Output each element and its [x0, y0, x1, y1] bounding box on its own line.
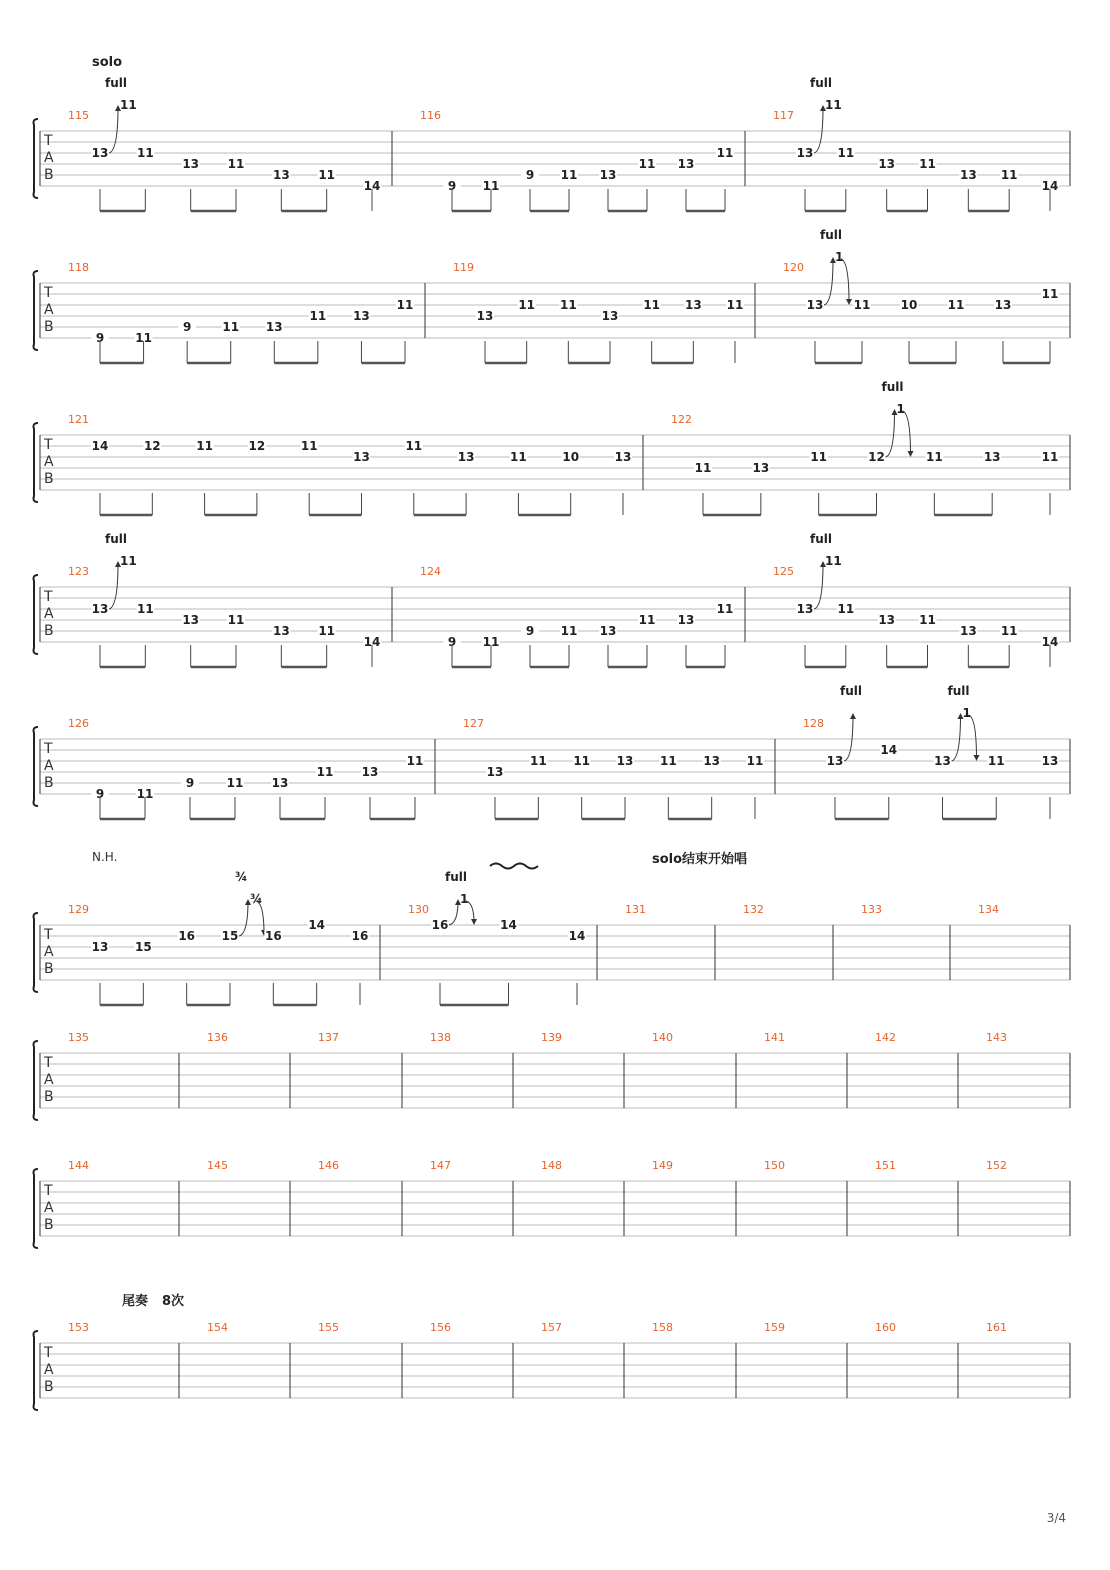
tab-clef-letter: A — [44, 1362, 54, 1378]
fret-number: 14 — [1041, 635, 1059, 649]
measure-number: 144 — [68, 1159, 89, 1172]
bend-amount-label: full — [105, 76, 127, 90]
fret-number: 14 — [308, 918, 326, 932]
bend-curve — [814, 563, 823, 609]
fret-number: 10 — [562, 450, 580, 464]
fret-number: 14 — [1041, 179, 1059, 193]
release-curve — [969, 715, 977, 759]
tab-clef-letter: B — [44, 1089, 54, 1105]
fret-number: 13 — [91, 602, 109, 616]
measure-number: 141 — [764, 1031, 785, 1044]
system-bracket — [34, 727, 39, 806]
bend-amount-label: full — [820, 228, 842, 242]
fret-number: 11 — [396, 298, 414, 312]
fret-number: 11 — [919, 613, 936, 627]
fret-number: 16 — [178, 929, 196, 943]
fret-number: 9 — [185, 776, 195, 790]
fret-number: 13 — [265, 320, 283, 334]
fret-number: 13 — [599, 624, 617, 638]
tab-clef-letter: A — [44, 454, 54, 470]
measure-number: 126 — [68, 717, 89, 730]
fret-number: 13 — [601, 309, 619, 323]
bend-amount-label: full — [105, 532, 127, 546]
outro-count: 8次 — [162, 1294, 185, 1309]
fret-number: 13 — [272, 624, 290, 638]
fret-number: 14 — [568, 929, 586, 943]
measure-number: 121 — [68, 413, 89, 426]
measure-number: 153 — [68, 1321, 89, 1334]
fret-number: 14 — [500, 918, 517, 932]
fret-number: 11 — [309, 309, 327, 323]
fret-number: 11 — [837, 146, 855, 160]
fret-number: 13 — [684, 298, 702, 312]
fret-number: 11 — [1000, 168, 1018, 182]
fret-number: 11 — [318, 168, 336, 182]
fret-number: 13 — [677, 613, 695, 627]
measure-number: 135 — [68, 1031, 89, 1044]
system-bracket — [34, 575, 39, 654]
tab-clef-letter: T — [44, 1345, 53, 1361]
fret-number: 9 — [525, 624, 535, 638]
tab-clef-letter: A — [44, 944, 54, 960]
fret-number: 13 — [182, 613, 200, 627]
fret-number: 16 — [264, 929, 282, 943]
fret-number: 13 — [994, 298, 1012, 312]
bend-target-value: 11 — [120, 554, 137, 568]
fret-number: 14 — [363, 635, 381, 649]
measure-number: 154 — [207, 1321, 228, 1334]
fret-number: 11 — [573, 754, 591, 768]
measure-number: 128 — [803, 717, 824, 730]
measure-number: 117 — [773, 109, 794, 122]
measure-number: 137 — [318, 1031, 339, 1044]
fret-number: 13 — [1041, 754, 1059, 768]
tab-clef-letter: A — [44, 1200, 54, 1216]
fret-number: 12 — [143, 439, 161, 453]
release-curve — [841, 259, 849, 303]
fret-number: 11 — [746, 754, 764, 768]
page-number: 3/4 — [1046, 1511, 1066, 1525]
system-bracket — [34, 1169, 39, 1248]
tab-clef-letter: B — [44, 775, 54, 791]
vibrato-mark — [490, 864, 538, 869]
release-curve — [903, 411, 911, 455]
fret-number: 11 — [226, 776, 244, 790]
system-bracket — [34, 423, 39, 502]
bend-target-value: 11 — [825, 554, 842, 568]
fret-number: 11 — [300, 439, 318, 453]
measure-number: 118 — [68, 261, 89, 274]
measure-number: 124 — [420, 565, 441, 578]
fret-number: 13 — [91, 146, 109, 160]
measure-number: 120 — [783, 261, 804, 274]
fret-number: 13 — [361, 765, 379, 779]
measure-number: 132 — [743, 903, 764, 916]
bend-target-value: 11 — [825, 98, 842, 112]
tab-clef-letter: B — [44, 623, 54, 639]
tab-clef-letter: B — [44, 1379, 54, 1395]
fret-number: 11 — [222, 320, 240, 334]
fret-number: 13 — [271, 776, 289, 790]
measure-number: 161 — [986, 1321, 1007, 1334]
measure-number: 139 — [541, 1031, 562, 1044]
fret-number: 13 — [599, 168, 617, 182]
fret-number: 13 — [486, 765, 504, 779]
measure-number: 147 — [430, 1159, 451, 1172]
solo-label: solo — [92, 55, 123, 70]
fret-number: 13 — [796, 602, 814, 616]
bend-amount-label: full — [840, 684, 862, 698]
measure-number: 159 — [764, 1321, 785, 1334]
measure-number: 146 — [318, 1159, 339, 1172]
fret-number: 13 — [476, 309, 494, 323]
fret-number: 11 — [135, 331, 152, 345]
outro-label: 尾奏 — [122, 1294, 149, 1309]
tab-clef-letter: T — [44, 437, 53, 453]
tab-clef-letter: A — [44, 150, 54, 166]
fret-number: 11 — [406, 754, 424, 768]
tab-clef-letter: B — [44, 471, 54, 487]
measure-number: 142 — [875, 1031, 896, 1044]
fret-number: 13 — [353, 450, 370, 464]
bend-curve — [109, 563, 118, 609]
fret-number: 13 — [182, 157, 200, 171]
measure-number: 160 — [875, 1321, 896, 1334]
measure-number: 145 — [207, 1159, 228, 1172]
fret-number: 12 — [248, 439, 266, 453]
fret-number: 11 — [947, 298, 965, 312]
fret-number: 13 — [983, 450, 1001, 464]
fret-number: 13 — [272, 168, 290, 182]
tab-clef-letter: A — [44, 606, 54, 622]
tab-clef-letter: T — [44, 1183, 53, 1199]
measure-number: 130 — [408, 903, 429, 916]
fret-number: 13 — [806, 298, 824, 312]
system-bracket — [34, 271, 39, 350]
fret-number: 13 — [677, 157, 695, 171]
fret-number: 11 — [925, 450, 943, 464]
fret-number: 11 — [482, 179, 500, 193]
measure-number: 123 — [68, 565, 89, 578]
measure-number: 148 — [541, 1159, 562, 1172]
measure-number: 127 — [463, 717, 484, 730]
fret-number: 11 — [136, 602, 154, 616]
measure-number: 152 — [986, 1159, 1007, 1172]
measure-number: 155 — [318, 1321, 339, 1334]
fret-number: 11 — [638, 613, 656, 627]
fret-number: 9 — [95, 787, 105, 801]
fret-number: 9 — [447, 179, 457, 193]
measure-number: 125 — [773, 565, 794, 578]
measure-number: 151 — [875, 1159, 896, 1172]
fret-number: 13 — [703, 754, 721, 768]
measure-number: 133 — [861, 903, 882, 916]
fret-number: 13 — [959, 168, 977, 182]
tab-clef-letter: T — [44, 589, 53, 605]
fret-number: 11 — [405, 439, 423, 453]
fret-number: 11 — [716, 602, 734, 616]
fret-number: 16 — [431, 918, 449, 932]
fret-number: 11 — [716, 146, 734, 160]
fret-number: 11 — [227, 613, 245, 627]
tab-clef-letter: T — [44, 927, 53, 943]
measure-number: 116 — [420, 109, 441, 122]
tab-clef-letter: A — [44, 1072, 54, 1088]
measure-number: 156 — [430, 1321, 451, 1334]
tab-clef-letter: A — [44, 302, 54, 318]
tab-clef-letter: A — [44, 758, 54, 774]
fret-number: 11 — [694, 461, 712, 475]
fret-number: 11 — [853, 298, 871, 312]
bend-amount-label: full — [445, 870, 467, 884]
fret-number: 11 — [643, 298, 661, 312]
measure-number: 122 — [671, 413, 692, 426]
bend-amount-label: full — [881, 380, 904, 394]
fret-number: 11 — [1000, 624, 1018, 638]
fret-number: 11 — [518, 298, 536, 312]
fret-number: 9 — [182, 320, 192, 334]
measure-number: 129 — [68, 903, 89, 916]
fret-number: 13 — [614, 450, 632, 464]
fret-number: 11 — [1041, 287, 1059, 301]
release-arrow — [471, 919, 477, 925]
fret-number: 13 — [616, 754, 634, 768]
tab-clef-letter: B — [44, 167, 54, 183]
fret-number: 9 — [447, 635, 457, 649]
fret-number: 11 — [659, 754, 677, 768]
natural-harmonic-label: N.H. — [92, 850, 118, 864]
measure-number: 143 — [986, 1031, 1007, 1044]
fret-number: 13 — [752, 461, 770, 475]
fret-number: 13 — [934, 754, 951, 768]
bend-target-value: 1 — [835, 250, 844, 264]
fret-number: 13 — [796, 146, 814, 160]
measure-number: 115 — [68, 109, 89, 122]
bend-target-value: 1 — [896, 402, 905, 416]
measure-number: 158 — [652, 1321, 673, 1334]
fret-number: 13 — [878, 613, 896, 627]
fret-number: 13 — [959, 624, 977, 638]
fret-number: 11 — [837, 602, 855, 616]
bend-curve — [824, 259, 833, 305]
bend-amount-label: ¾ — [235, 870, 248, 884]
fret-number: 13 — [826, 754, 844, 768]
bend-curve — [952, 715, 961, 761]
bend-arrow — [850, 713, 856, 719]
measure-number: 136 — [207, 1031, 228, 1044]
fret-number: 12 — [868, 450, 885, 464]
solo-end-label: solo结束开始唱 — [652, 852, 748, 867]
bend-amount-label: full — [810, 76, 832, 90]
measure-number: 157 — [541, 1321, 562, 1334]
fret-number: 11 — [559, 298, 577, 312]
tab-clef-letter: T — [44, 285, 53, 301]
measure-number: 119 — [453, 261, 474, 274]
fret-number: 11 — [510, 450, 527, 464]
system-bracket — [34, 1331, 39, 1410]
fret-number: 13 — [457, 450, 475, 464]
bend-curve — [844, 715, 853, 761]
fret-number: 11 — [560, 624, 578, 638]
system-bracket — [34, 119, 39, 198]
measure-number: 138 — [430, 1031, 451, 1044]
fret-number: 11 — [316, 765, 334, 779]
system-bracket — [34, 1041, 39, 1120]
bend-curve — [886, 411, 895, 457]
fret-number: 11 — [196, 439, 213, 453]
tab-clef-letter: B — [44, 961, 54, 977]
bend-target-value: 11 — [120, 98, 137, 112]
release-arrow — [974, 755, 980, 761]
fret-number: 14 — [880, 743, 898, 757]
fret-number: 13 — [91, 940, 109, 954]
bend-target-value: 1 — [962, 706, 971, 720]
fret-number: 13 — [353, 309, 370, 323]
measure-number: 131 — [625, 903, 646, 916]
fret-number: 13 — [878, 157, 896, 171]
bend-curve — [109, 107, 118, 153]
bend-curve — [814, 107, 823, 153]
fret-number: 15 — [221, 929, 239, 943]
fret-number: 11 — [482, 635, 500, 649]
bend-amount-label: full — [810, 532, 832, 546]
release-arrow — [908, 451, 914, 457]
fret-number: 11 — [227, 157, 245, 171]
fret-number: 15 — [134, 940, 152, 954]
fret-number: 11 — [919, 157, 936, 171]
fret-number: 11 — [529, 754, 547, 768]
fret-number: 11 — [318, 624, 336, 638]
system-bracket — [34, 913, 39, 992]
tab-clef-letter: B — [44, 1217, 54, 1233]
fret-number: 11 — [560, 168, 578, 182]
fret-number: 11 — [638, 157, 656, 171]
fret-number: 11 — [136, 146, 154, 160]
tab-clef-letter: T — [44, 741, 53, 757]
fret-number: 16 — [351, 929, 369, 943]
fret-number: 11 — [987, 754, 1005, 768]
bend-curve — [239, 901, 248, 936]
tab-clef-letter: T — [44, 1055, 53, 1071]
measure-number: 149 — [652, 1159, 673, 1172]
release-arrow — [846, 299, 852, 305]
tab-clef-letter: B — [44, 319, 54, 335]
measure-number: 134 — [978, 903, 999, 916]
fret-number: 14 — [363, 179, 381, 193]
fret-number: 11 — [136, 787, 154, 801]
measure-number: 140 — [652, 1031, 673, 1044]
fret-number: 11 — [810, 450, 828, 464]
tab-clef-letter: T — [44, 133, 53, 149]
bend-amount-label: full — [947, 684, 970, 698]
fret-number: 9 — [95, 331, 105, 345]
fret-number: 11 — [1041, 450, 1059, 464]
fret-number: 14 — [91, 439, 109, 453]
fret-number: 10 — [900, 298, 918, 312]
measure-number: 150 — [764, 1159, 785, 1172]
bend-target-value: ¾ — [250, 892, 263, 906]
bend-target-value: 1 — [460, 892, 469, 906]
fret-number: 11 — [726, 298, 744, 312]
fret-number: 9 — [525, 168, 535, 182]
